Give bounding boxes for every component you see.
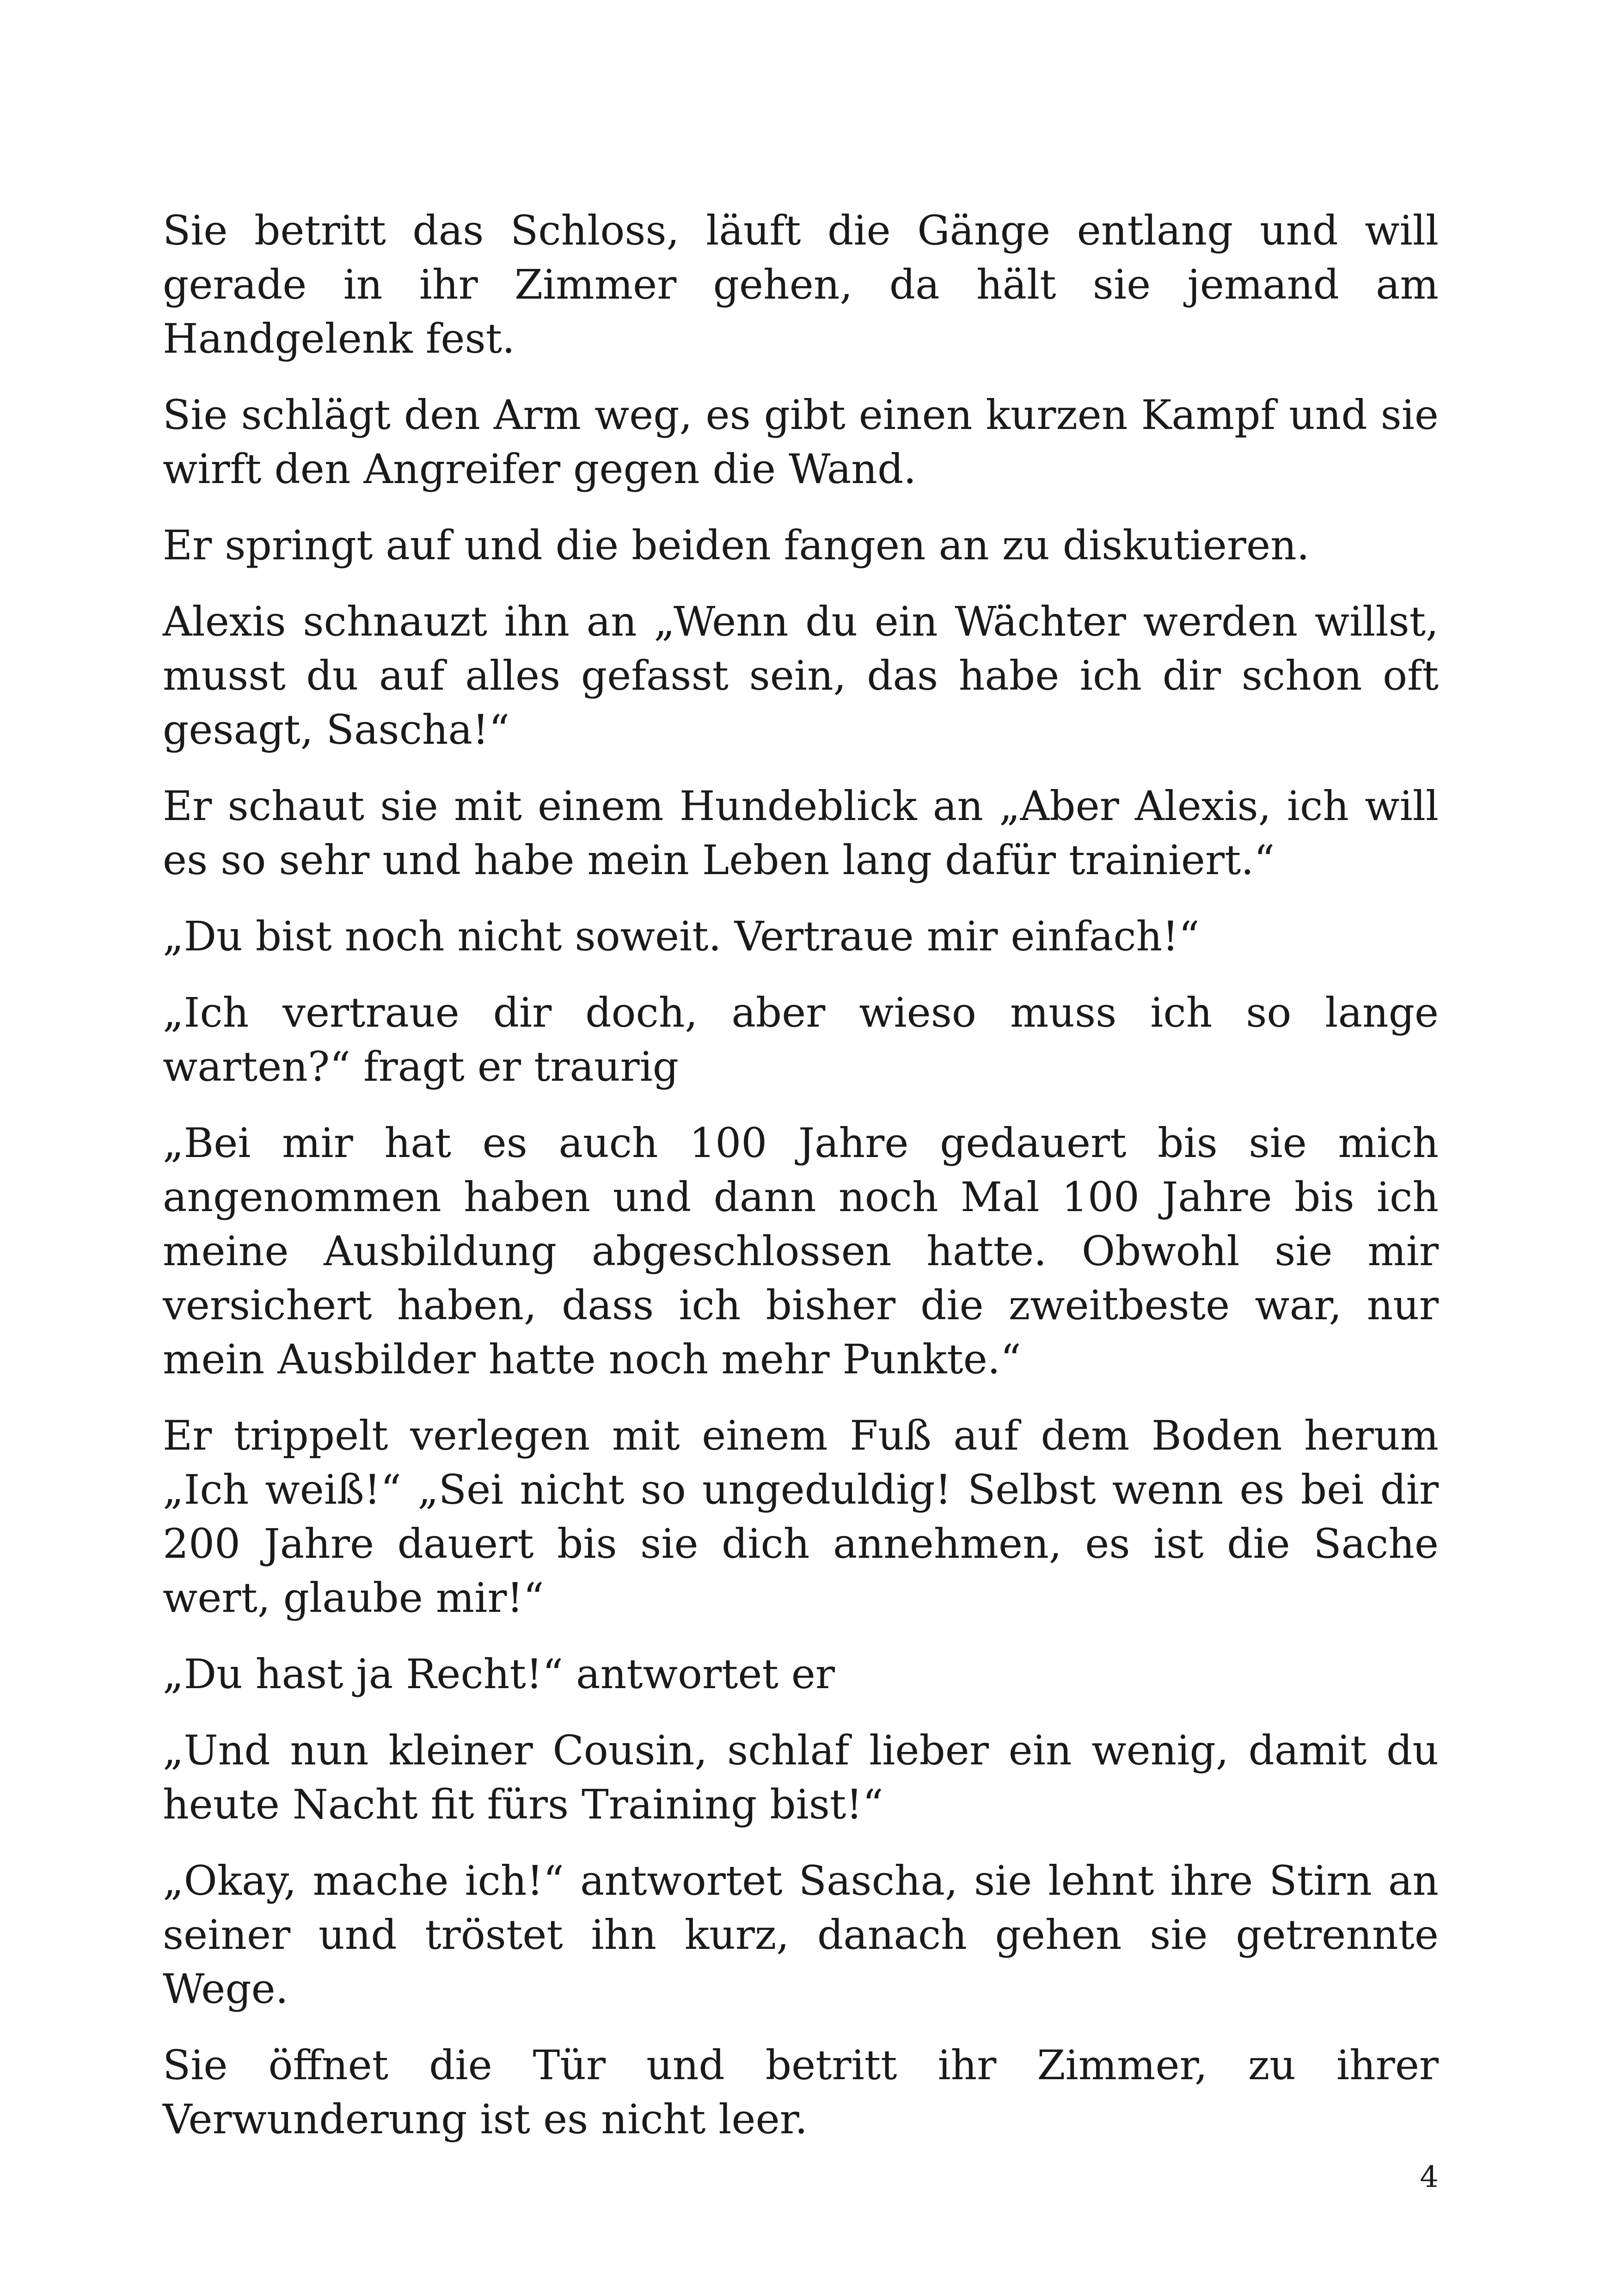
paragraph: Sie betritt das Schloss, läuft die Gänge entlang und will gerade in ihr Zimmer gehen, da hält sie jemand am Handgelenk fest. bbox=[163, 207, 1439, 362]
page-number: 4 bbox=[1420, 2160, 1439, 2194]
paragraph: Er trippelt verlegen mit einem Fuß auf dem Boden herum „Ich weiß!“ „Sei nicht so ungeduldig! Selbst wenn es bei dir 200 Jahre dauert bis sie dich annehmen, es ist die Sache wert, glaube mir!“ bbox=[163, 1412, 1439, 1622]
paragraph: „Bei mir hat es auch 100 Jahre gedauert bis sie mich angenommen haben und dann noch Mal 100 Jahre bis ich meine Ausbildung abgeschlossen hatte. Obwohl sie mir versichert haben, dass ich bisher die zweitbeste war, nur mein Ausbilder hatte noch mehr Punkte.“ bbox=[163, 1119, 1439, 1383]
paragraph: Alexis schnauzt ihn an „Wenn du ein Wächter werden willst, musst du auf alles gefasst sein, das habe ich dir schon oft gesagt, Sascha!“ bbox=[163, 598, 1439, 753]
paragraph: „Ich vertraue dir doch, aber wieso muss ich so lange warten?“ fragt er traurig bbox=[163, 989, 1439, 1090]
paragraph: Sie schlägt den Arm weg, es gibt einen kurzen Kampf und sie wirft den Angreifer gegen die Wand. bbox=[163, 391, 1439, 493]
paragraph: Sie öffnet die Tür und betritt ihr Zimmer, zu ihrer Verwunderung ist es nicht leer. bbox=[163, 2041, 1439, 2143]
paragraph: Er springt auf und die beiden fangen an zu diskutieren. bbox=[163, 521, 1310, 569]
paragraph: „Du hast ja Recht!“ antwortet er bbox=[163, 1650, 835, 1698]
body-text bbox=[163, 203, 1439, 2168]
paragraph: „Du bist noch nicht soweit. Vertraue mir einfach!“ bbox=[163, 912, 1200, 960]
paragraph: „Und nun kleiner Cousin, schlaf lieber ein wenig, damit du heute Nacht fit fürs Training bist!“ bbox=[163, 1727, 1439, 1828]
paragraph: Er schaut sie mit einem Hundeblick an „Aber Alexis, ich will es so sehr und habe mein Leben lang dafür trainiert.“ bbox=[163, 782, 1439, 884]
paragraph: „Okay, mache ich!“ antwortet Sascha, sie lehnt ihre Stirn an seiner und tröstet ihn kurz, danach gehen sie getrennte Wege. bbox=[163, 1857, 1439, 2013]
